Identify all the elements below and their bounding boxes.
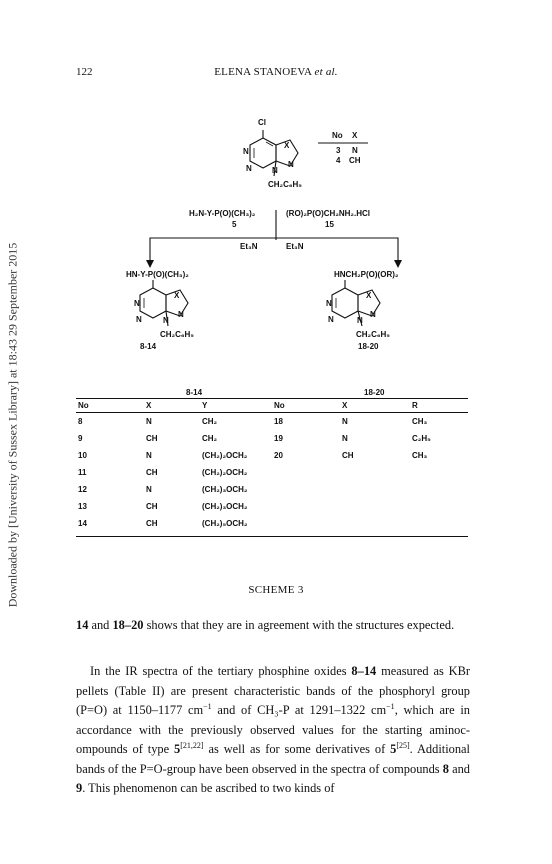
table-cell: CH₃ xyxy=(412,451,428,460)
table-rule-bottom xyxy=(76,536,468,537)
scheme-caption: SCHEME 3 xyxy=(248,584,304,596)
product-right-n3: N xyxy=(328,315,334,324)
table-cell: N xyxy=(146,417,152,426)
product-left-benzyl: CH₂C₆H₅ xyxy=(160,330,194,339)
table-header-cell: No xyxy=(274,401,285,410)
product-right-x: X xyxy=(366,291,372,300)
paragraph-text: . This phenomenon can be ascribed to two kinds of xyxy=(82,781,335,795)
mini-table-row2-x: CH xyxy=(349,156,361,165)
table-row xyxy=(76,434,468,447)
table-cell: C₂H₅ xyxy=(412,434,431,443)
table-cell: N xyxy=(342,434,348,443)
table-cell: CH xyxy=(146,519,158,528)
top-ring-x: X xyxy=(284,141,290,150)
paragraph-continuation xyxy=(76,616,470,636)
paragraph-text: as well as for some derivatives of xyxy=(203,742,391,756)
superscript: −1 xyxy=(203,701,212,711)
paragraph-ir-spectra xyxy=(76,662,470,799)
right-arrowhead xyxy=(394,260,402,268)
table-row xyxy=(76,417,468,430)
table-rule-mid xyxy=(76,412,468,413)
table-header-cell: X xyxy=(342,401,348,410)
top-ring-n3: N xyxy=(246,164,252,173)
download-note-text: Downloaded by [University of Sussex Library] at 18:43 29 September 2015 xyxy=(5,242,20,608)
table-cell: CH xyxy=(146,502,158,511)
compound-ref: 8 xyxy=(442,761,449,776)
top-benzyl: CH₂C₆H₅ xyxy=(268,180,302,189)
product-left-n4: N xyxy=(163,316,169,325)
product-right-range: 18-20 xyxy=(358,342,379,351)
compound-ref: 14 xyxy=(76,618,89,632)
table-cell: CH xyxy=(342,451,354,460)
table-rule-top xyxy=(76,398,468,399)
product-right-n4: N xyxy=(357,316,363,325)
chlorine-label: Cl xyxy=(258,118,266,127)
table-cell: 14 xyxy=(78,519,87,528)
table-header-cell: R xyxy=(412,401,418,410)
base-left: Et₃N xyxy=(240,242,258,251)
table-cell: N xyxy=(146,485,152,494)
mini-table-head-no: No xyxy=(332,131,343,140)
mini-table-head-x: X xyxy=(352,131,358,140)
product-right-substituent: HNCH₂P(O)(OR)₂ xyxy=(334,270,399,279)
table-row xyxy=(76,485,468,498)
table-cell: 18 xyxy=(274,417,283,426)
reagent-left-number: 5 xyxy=(232,220,237,229)
paragraph-text: shows that they are in agreement with the structures expected. xyxy=(143,618,455,632)
reagent-left: H₂N-Y-P(O)(CH₃)₂ xyxy=(189,209,256,218)
product-left-range: 8-14 xyxy=(140,342,157,351)
product-right-n1: N xyxy=(326,299,332,308)
superscript: −1 xyxy=(386,701,395,711)
paragraph-text: and xyxy=(88,618,113,632)
table-header-cell: X xyxy=(146,401,152,410)
reagent-right-number: 15 xyxy=(325,220,334,229)
paragraph-text: In the IR spectra of the tertiary phosphine oxides xyxy=(90,664,352,678)
mini-table-row1-no: 3 xyxy=(336,146,341,155)
table-cell: CH₂ xyxy=(202,434,218,443)
table-row xyxy=(76,519,468,532)
table-header-cell: Y xyxy=(202,401,208,410)
table-cell: CH xyxy=(146,434,158,443)
compound-ref: 8–14 xyxy=(351,664,377,678)
product-left-n3: N xyxy=(136,315,142,324)
product-left-n1: N xyxy=(134,299,140,308)
table-cell: (CH₂)₃OCH₂ xyxy=(202,485,248,494)
compound-ref: 18–20 xyxy=(112,618,144,632)
table-cell: (CH₂)₂OCH₂ xyxy=(202,468,248,477)
compound-ref: 5 xyxy=(390,742,397,756)
left-arrowhead xyxy=(146,260,154,268)
paragraph-text: and xyxy=(448,761,470,776)
product-right-n2: N xyxy=(370,310,376,319)
scheme-structure-drawing xyxy=(0,0,552,380)
table-cell: 11 xyxy=(78,468,87,477)
table-group-right: 18-20 xyxy=(364,388,385,397)
product-left-x: X xyxy=(174,291,180,300)
table-group-left: 8-14 xyxy=(186,388,203,397)
table-cell: 10 xyxy=(78,451,87,460)
product-left-substituent: HN-Y-P(O)(CH₃)₂ xyxy=(126,270,189,279)
mini-table-row2-no: 4 xyxy=(336,156,341,165)
table-cell: (CH₂)₅OCH₂ xyxy=(202,519,248,528)
paragraph-text: . Additional bands of the P=O-group have been observed in the spectra of compounds xyxy=(76,742,470,776)
base-right: Et₃N xyxy=(286,242,304,251)
citation: [21,22] xyxy=(180,740,204,750)
table-row xyxy=(76,468,468,481)
compound-ref: 9 xyxy=(76,781,83,795)
table-cell: (CH₂)₃OCH₂ xyxy=(202,502,248,511)
page-number: 122 xyxy=(76,66,93,78)
table-row xyxy=(76,502,468,515)
mini-table-row1-x: N xyxy=(352,146,358,155)
header-et-al: et al. xyxy=(314,66,338,78)
table-cell: N xyxy=(342,417,348,426)
table-cell: 20 xyxy=(274,451,283,460)
table-cell: CH₂ xyxy=(202,417,218,426)
table-row xyxy=(76,451,468,464)
product-right-benzyl: CH₂C₆H₅ xyxy=(356,330,390,339)
table-cell: (CH₂)₂OCH₂ xyxy=(202,451,248,460)
compound-ref: 5 xyxy=(174,742,181,756)
product-left-n2: N xyxy=(178,310,184,319)
paragraph-text: and of CH₃-P at 1291–1322 cm xyxy=(211,703,387,717)
table-cell: CH₃ xyxy=(412,417,428,426)
citation: [25] xyxy=(396,740,410,750)
top-ring-n4: N xyxy=(272,166,278,175)
table-cell: 12 xyxy=(78,485,87,494)
table-header-cell: No xyxy=(78,401,89,410)
top-ring-n2: N xyxy=(288,160,294,169)
paragraph-text: measured as KBr pellets (Table II) are present characteristic bands of the phosphoryl group (P=O) at 1150–1177 cm xyxy=(76,664,470,717)
reagent-right: (RO)₂P(O)CH₂NH₂.HCl xyxy=(286,209,370,218)
table-cell: N xyxy=(146,451,152,460)
table-cell: 13 xyxy=(78,502,87,511)
paragraph-text: , which are in accordance with the previously observed values for the starting aminoc-ompounds of type xyxy=(76,703,470,756)
top-ring-n1: N xyxy=(243,147,249,156)
table-cell: 8 xyxy=(78,417,83,426)
header-authors: ELENA STANOEVA xyxy=(214,66,312,78)
table-cell: CH xyxy=(146,468,158,477)
table-cell: 9 xyxy=(78,434,83,443)
table-cell: 19 xyxy=(274,434,283,443)
